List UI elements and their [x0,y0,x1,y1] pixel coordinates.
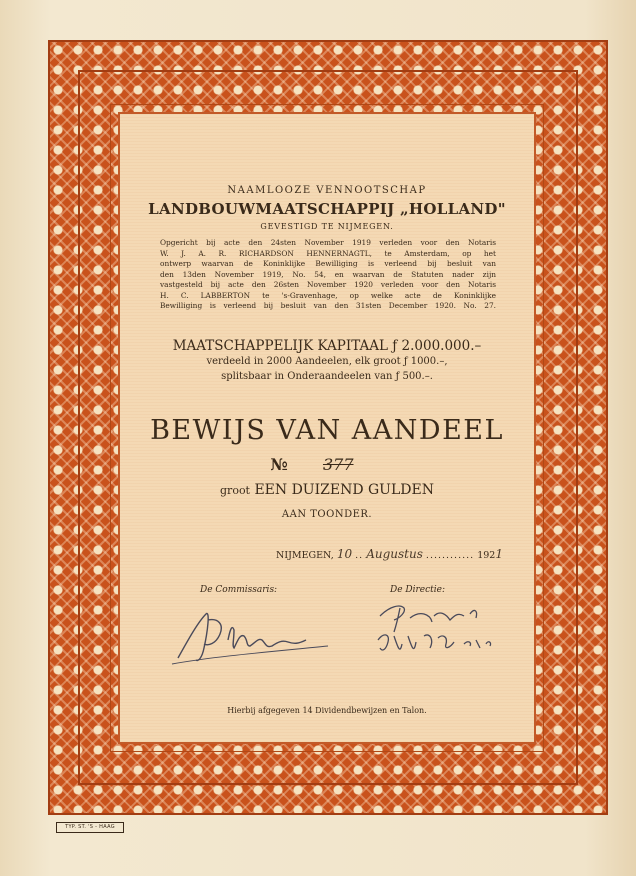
date-day: 10 [336,547,353,561]
certificate-number [118,455,536,474]
date-year: 192 [477,550,496,561]
split-line: splitsbaar in Onderaandeelen van ƒ 500.–. [221,371,433,382]
capital-line: MAATSCHAPPELIJK KAPITAAL ƒ 2.000.000.– [172,338,482,354]
directie-label: De Directie: [390,585,446,595]
shares-line: verdeeld in 2000 Aandeelen, elk groot ƒ 1000.–, [206,356,448,367]
paragraph-line: vastgesteld bij acte den 26sten November 1920 verleden voor den Notaris [160,280,496,289]
paragraph-line: Bewilliging is verleend bij besluit van den 31sten December 1920. No. 27. [160,301,496,310]
printer-stamp: TYP. ST. 'S - HAAG [56,822,124,833]
directie-signature [360,596,520,666]
date-line [276,547,503,561]
paragraph-line: ontwerp waarvan de Koninklijke Bewilliging is verleend bij besluit van [160,259,496,268]
date-year-digit: 1 [495,547,503,561]
paragraph-line: W. J. A. R. RICHARDSON HENNERNAGTL, te Amsterdam, op het [160,248,496,258]
certificate-title: BEWIJS VAN AANDEEL [150,415,504,446]
founding-paragraph [160,238,496,312]
paragraph-line: Opgericht bij acte den 24sten November 1919 verleden voor den Notaris [160,238,496,247]
company-type: NAAMLOOZE VENNOOTSCHAP [227,185,427,196]
paragraph-line: den 13den November 1919, No. 54, en waarvan de Statuten nader zijn [160,269,496,279]
commissaris-signature [168,600,338,670]
company-name: LANDBOUWMAATSCHAPPIJ „HOLLAND" [148,200,506,218]
bearer-label: AAN TOONDER. [281,509,373,520]
date-place: NIJMEGEN, [276,550,334,561]
date-dots: .. [355,550,364,561]
value-amount: EEN DUIZEND GULDEN [254,482,434,498]
groot-label: groot [220,484,250,497]
date-dots: ............ [425,550,475,561]
commissaris-label: De Commissaris: [200,585,278,595]
date-month: Augustus [366,547,423,561]
nominal-value [118,482,536,498]
paragraph-line: H. C. LABBERTON te 's-Gravenhage, op welke acte de Koninklijke [160,290,496,300]
number-value: 377 [322,455,354,474]
footer-note: Hierbij afgegeven 14 Dividendbewijzen en Talon. [227,706,427,715]
number-sign: № [270,455,288,474]
company-seat: GEVESTIGD TE NIJMEGEN. [260,222,394,231]
